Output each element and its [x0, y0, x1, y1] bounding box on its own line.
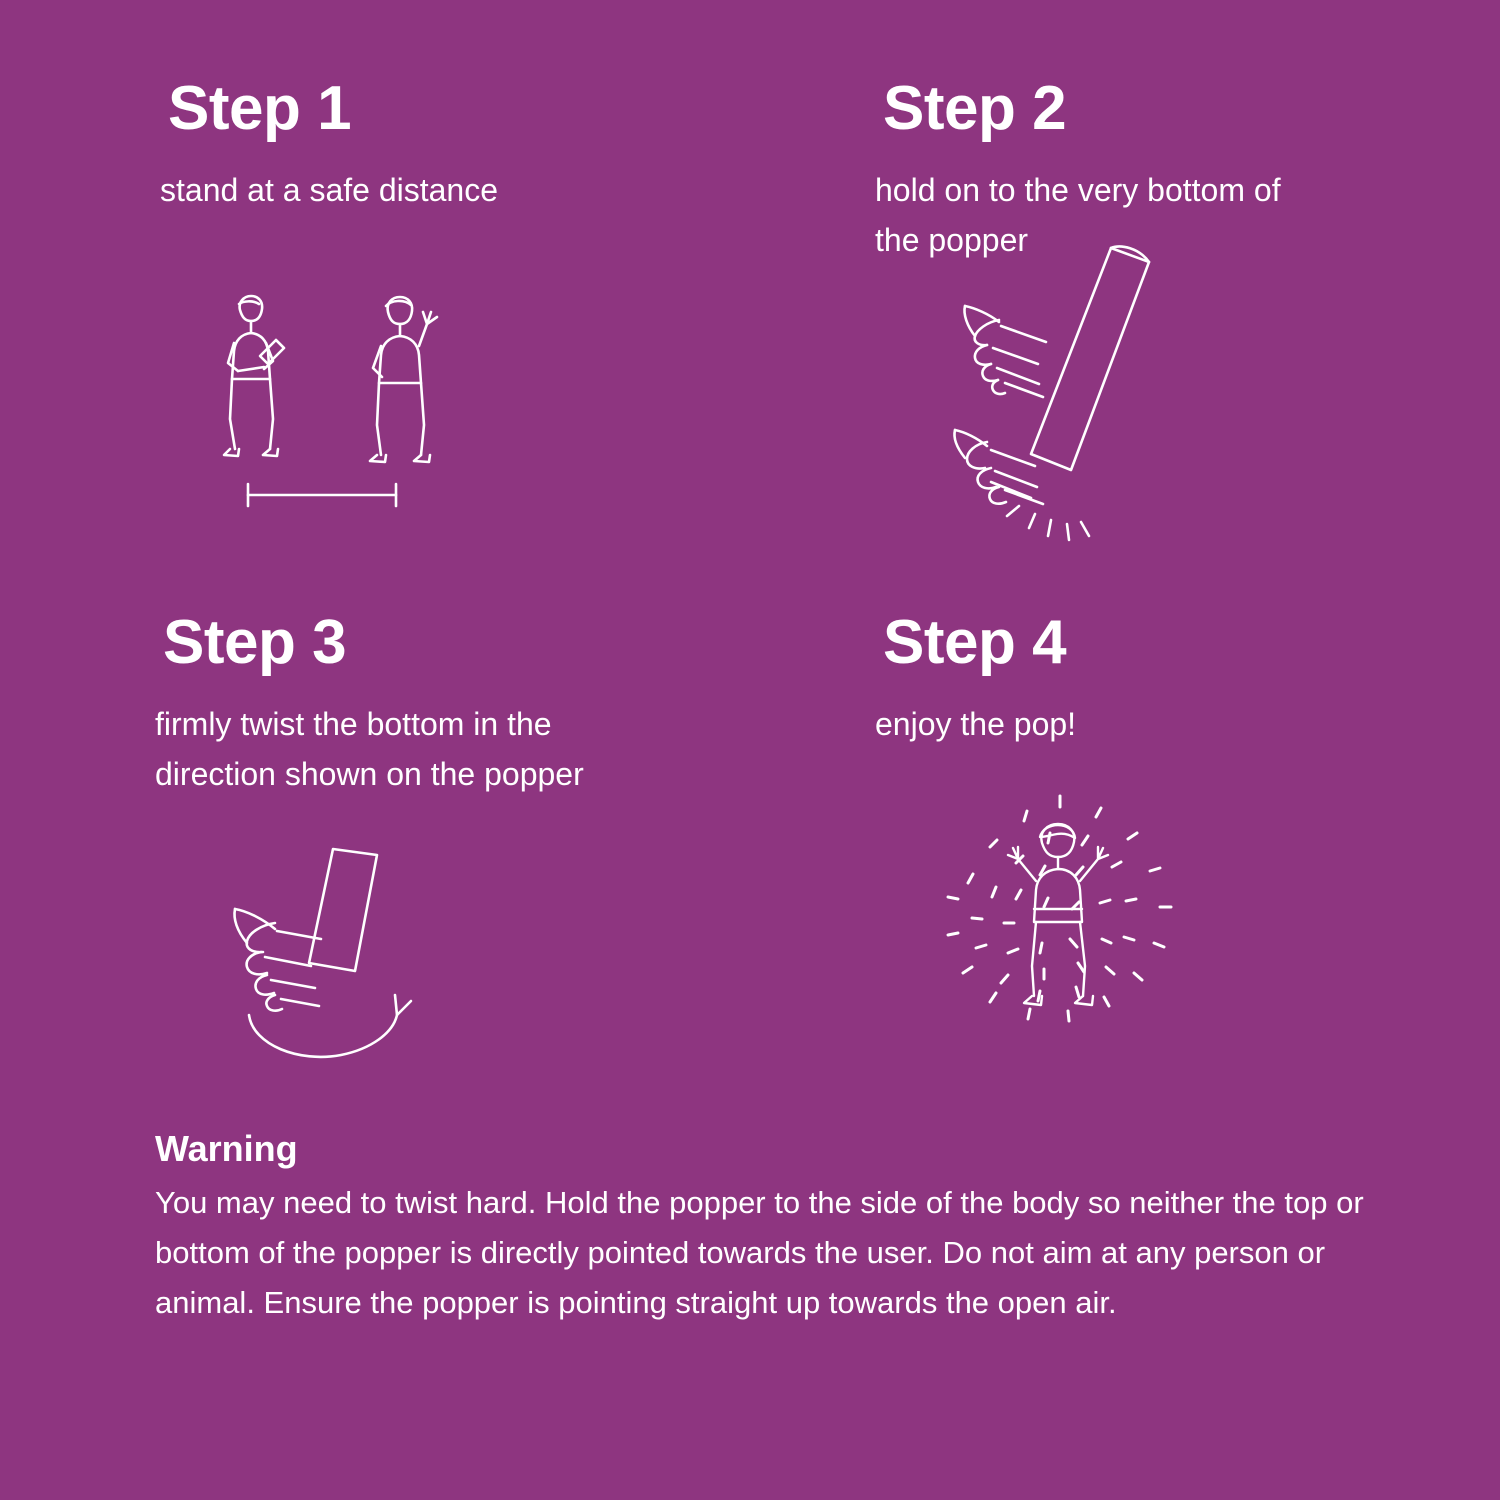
- step-3-title: Step 3: [163, 608, 347, 677]
- step-4-description: enjoy the pop!: [875, 706, 1077, 742]
- two-people-safe-distance-icon: [200, 288, 460, 518]
- person-celebrating-confetti-icon: [920, 787, 1200, 1037]
- warning-section: [155, 1128, 1370, 1329]
- step-card-2: [875, 74, 1495, 265]
- step-3-description: firmly twist the bottom in the direction shown on the popper: [155, 706, 584, 792]
- step-1-description: stand at a safe distance: [160, 172, 498, 208]
- step-card-3: [155, 608, 775, 799]
- step-2-title: Step 2: [883, 74, 1067, 143]
- hand-twisting-popper-icon: [215, 847, 475, 1077]
- warning-title: Warning: [155, 1128, 298, 1169]
- hand-holding-popper-bottom-icon: [915, 228, 1195, 548]
- step-card-1: [160, 74, 780, 216]
- step-2-description: hold on to the very bottom of the popper: [875, 172, 1281, 258]
- step-card-4: [875, 608, 1495, 750]
- step-4-title: Step 4: [883, 608, 1067, 677]
- step-1-title: Step 1: [168, 74, 352, 143]
- warning-body: You may need to twist hard. Hold the popper to the side of the body so neither the top or bottom of the popper is directly pointed towards the user. Do not aim at any person or animal. Ensure the popper is pointing straight up towards the open air.: [155, 1185, 1364, 1321]
